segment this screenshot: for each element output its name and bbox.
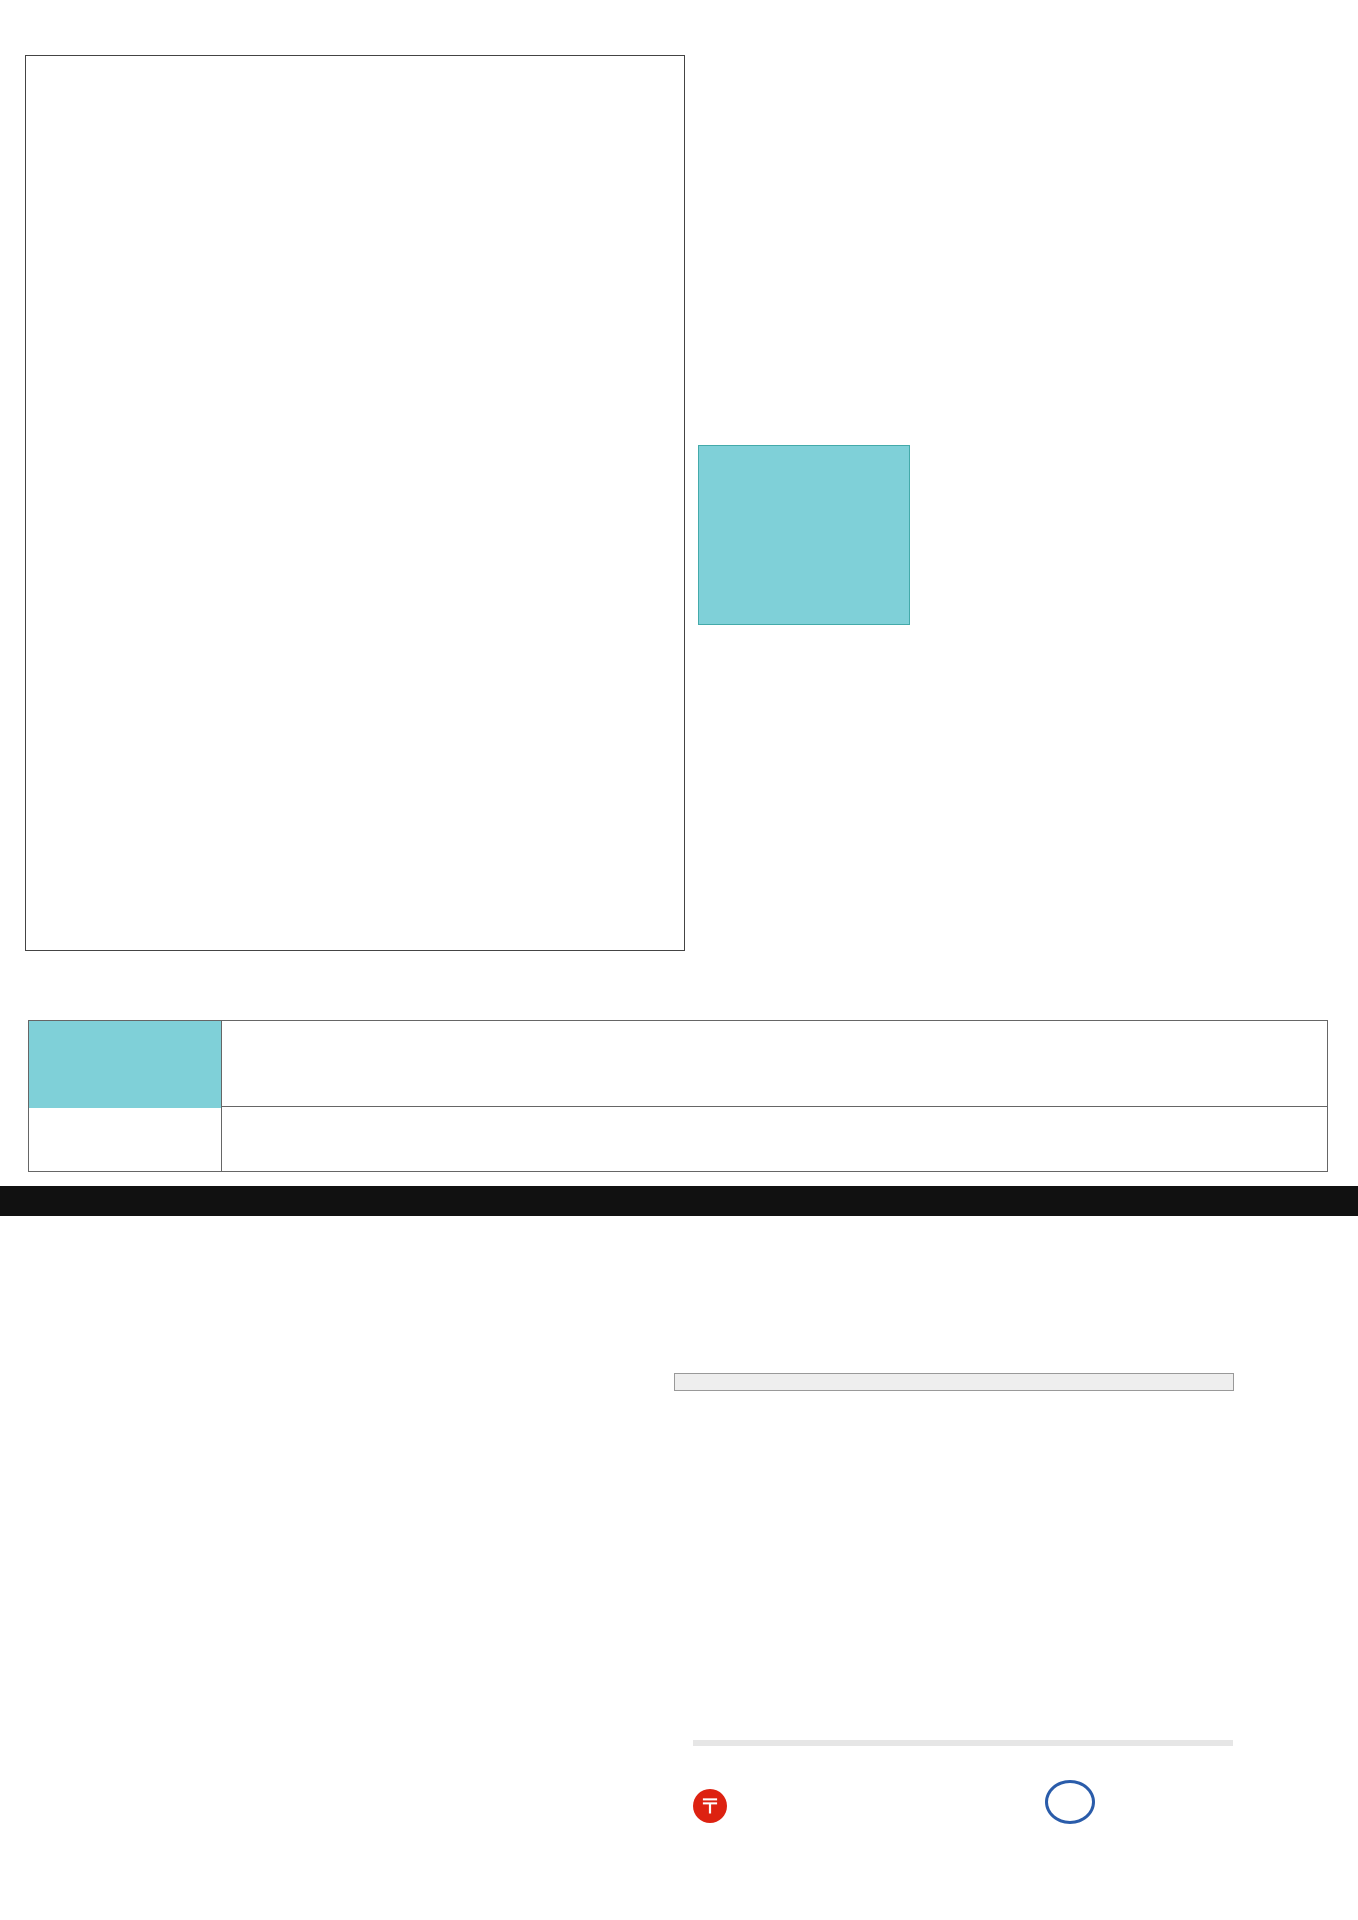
time-legend: [680, 1408, 1210, 1436]
anniversary-mark: [970, 1778, 1040, 1830]
extra-label: [29, 1107, 222, 1171]
conditions-bar: [0, 1186, 1358, 1216]
price-label: [29, 1021, 222, 1108]
manager-note: [693, 1740, 1233, 1746]
company-logo: [693, 1785, 963, 1827]
privacy-box: [674, 1373, 1234, 1391]
logo-mark-icon: 〒: [693, 1789, 727, 1823]
extra-fees: [28, 1107, 1328, 1172]
price-table: [28, 1020, 1328, 1107]
calendar-label: [698, 445, 910, 625]
schedule-table: [25, 55, 685, 951]
privacy-mark-icon: [1045, 1780, 1095, 1824]
time-ticks: [680, 1436, 1210, 1450]
